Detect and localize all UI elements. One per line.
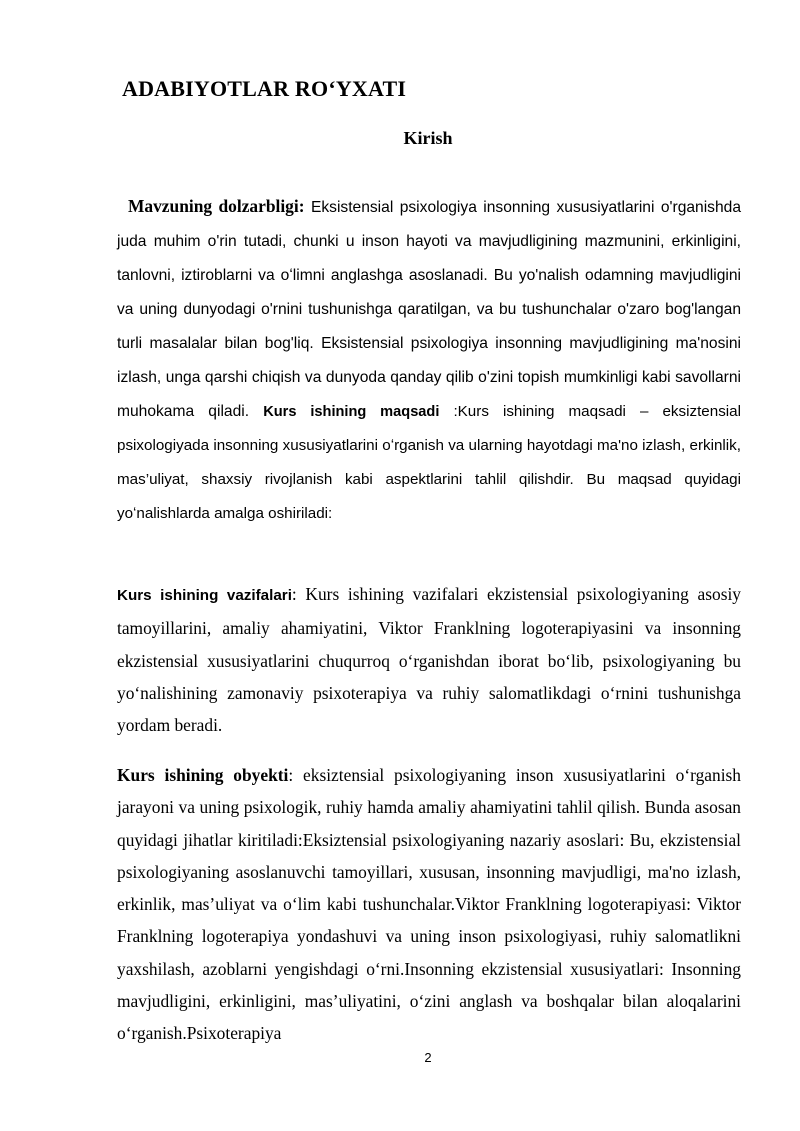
page-number: 2 — [424, 1050, 432, 1065]
tasks-label: Kurs ishining vazifalari — [117, 587, 292, 604]
section-heading: Kirish — [403, 128, 453, 148]
paragraph-relevance-goal — [117, 189, 741, 531]
paragraph-tasks — [117, 578, 741, 741]
relevance-text: Eksistensial psixologiya insonning xususiyatlarini o'rganishda juda muhim o'rin tutadi, chunki u inson hayoti va mavjudligining mazmunini, erkinligini, tanlovni, iztiroblarni va oʻlimni anglashga asoslanadi. Bu yo'nalish odamning mavjudligini va uning dunyodagi o'rnini tushunishga qaratilgan, va bu tushunchalar o'zaro bog'langan turli masalalar bilan bog'liq. Eksistensial psixologiya insonning mavjudligining ma'nosini izlash, unga qarshi chiqish va dunyoda qanday qilib o'zini topish mumkinligi kabi savollarni muhokama qiladi. — [117, 199, 741, 420]
relevance-label: Mavzuning dolzarbligi: — [128, 196, 305, 216]
goal-label: Kurs ishining maqsadi — [263, 404, 440, 420]
goal-text: :Kurs ishining maqsadi – eksiztensial psixologiyada insonning xususiyatlarini oʻrganish va ularning hayotdagi ma'no izlash, erkinlik, mas’uliyat, shaxsiy rivojlanish kabi aspektlarini tahlil qilishdir. Bu maqsad quyidagi yoʻnalishlarda amalga oshiriladi: — [117, 403, 741, 522]
object-text: : eksiztensial psixologiyaning inson xususiyatlarini oʻrganish jarayoni va uning psixologik, ruhiy hamda amaliy ahamiyatini tahlil qilish. Bunda asosan quyidagi jihatlar kiritiladi:Eksiztensial psixologiyaning nazariy asoslari: Bu, ekzistensial psixologiyaning asoslanuvchi tamoyillari, xususan, insonning mavjudligi, ma'no izlash, erkinlik, mas’uliyat va oʻlim kabi tushunchalar.Viktor Franklning logoterapiyasi: Viktor Franklning logoterapiya yondashuvi va uning inson psixologiyasi, ruhiy salomatlikni yaxshilash, azoblarni yengishdagi oʻrni.Insonning ekzistensial xususiyatlari: Insonning mavjudligini, erkinligini, mas’uliyatini, oʻzini anglash va boshqalar bilan aloqalarini oʻrganish.Psixoterapiya — [117, 765, 741, 1044]
tasks-text: : Kurs ishining vazifalari ekzistensial psixologiyaning asosiy tamoyillarini, amaliy ahamiyatini, Viktor Franklning logoterapiyasini va insonning ekzistensial xususiyatlarini chuqurroq oʻrganishdan iborat boʻlib, psixologiyaning bu yoʻnalishining zamonaviy psixoterapiya va ruhiy salomatlikdagi oʻrnini tushunishga yordam beradi. — [117, 584, 741, 736]
document-title: ADABIYOTLAR RO‘YXATI — [122, 76, 407, 101]
object-label: Kurs ishining obyekti — [117, 765, 289, 785]
paragraph-object — [117, 759, 741, 1050]
